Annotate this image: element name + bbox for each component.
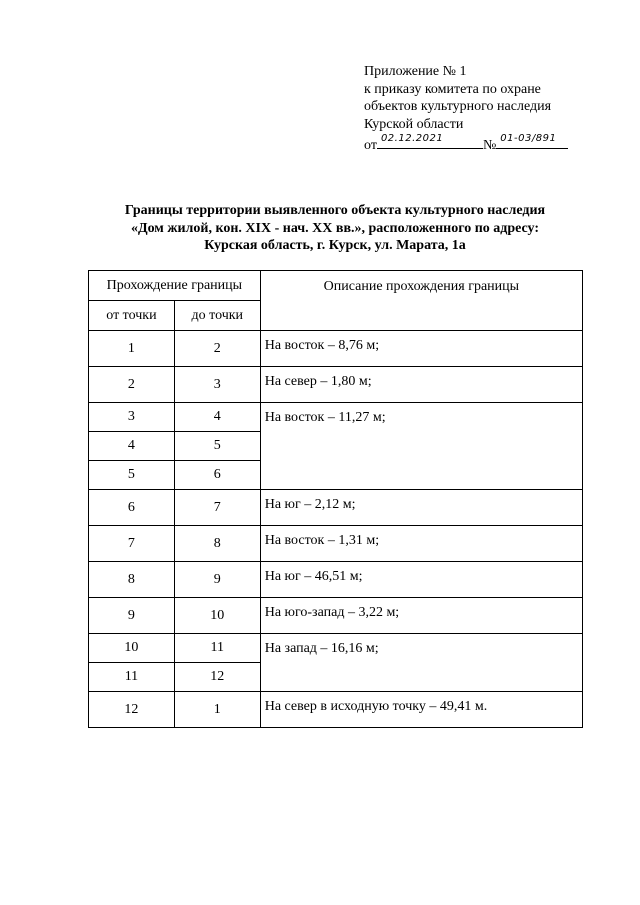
handwritten-date: 02.12.2021 — [380, 132, 444, 144]
table-row — [89, 490, 583, 526]
appendix-region: Курской области — [364, 116, 464, 132]
description-cell: На восток – 1,31 м; — [260, 526, 582, 562]
from-point-cell: 3 — [89, 403, 175, 432]
handwritten-number: 01-03/891 — [500, 132, 557, 144]
from-point-cell: 5 — [89, 461, 175, 490]
from-point-cell: 2 — [89, 367, 175, 403]
number-field — [496, 133, 568, 149]
appendix-header — [364, 63, 568, 155]
table-row — [89, 367, 583, 403]
to-point-cell: 10 — [174, 598, 260, 634]
to-point-cell: 1 — [174, 692, 260, 728]
appendix-date-number — [364, 133, 568, 155]
from-point-cell: 8 — [89, 562, 175, 598]
from-point-cell: 11 — [89, 663, 175, 692]
description-cell: На север в исходную точку – 49,41 м. — [260, 692, 582, 728]
appendix-order-ref: к приказу комитета по охране — [364, 81, 541, 97]
table-row — [89, 562, 583, 598]
to-point-cell: 6 — [174, 461, 260, 490]
description-cell: На юг – 2,12 м; — [260, 490, 582, 526]
document-title — [60, 202, 610, 255]
to-point-cell: 9 — [174, 562, 260, 598]
header-description: Описание прохождения границы — [260, 271, 582, 331]
header-from-point: от точки — [89, 301, 175, 331]
to-point-cell: 11 — [174, 634, 260, 663]
title-line-1: Границы территории выявленного объекта культурного наследия — [124, 203, 546, 218]
to-point-cell: 4 — [174, 403, 260, 432]
to-point-cell: 7 — [174, 490, 260, 526]
from-point-cell: 6 — [89, 490, 175, 526]
date-field — [377, 133, 483, 149]
appendix-title: Приложение № 1 — [364, 64, 467, 79]
from-point-cell: 12 — [89, 692, 175, 728]
description-cell: На юг – 46,51 м; — [260, 562, 582, 598]
description-cell: На восток – 8,76 м; — [260, 331, 582, 367]
header-to-point: до точки — [174, 301, 260, 331]
from-point-cell: 9 — [89, 598, 175, 634]
to-point-cell: 12 — [174, 663, 260, 692]
table-header-row-1 — [89, 271, 583, 301]
from-point-cell: 1 — [89, 331, 175, 367]
from-point-cell: 4 — [89, 432, 175, 461]
header-boundary-passage: Прохождение границы — [89, 271, 261, 301]
date-label: от — [364, 138, 377, 153]
to-point-cell: 8 — [174, 526, 260, 562]
table-row — [89, 634, 583, 663]
appendix-committee: объектов культурного наследия — [364, 99, 552, 114]
title-line-2: «Дом жилой, кон. XIX - нач. XX вв.», расположенного по адресу: — [130, 220, 540, 236]
table-row — [89, 331, 583, 367]
from-point-cell: 10 — [89, 634, 175, 663]
to-point-cell: 5 — [174, 432, 260, 461]
to-point-cell: 3 — [174, 367, 260, 403]
from-point-cell: 7 — [89, 526, 175, 562]
table-row — [89, 598, 583, 634]
description-cell: На запад – 16,16 м; — [260, 634, 582, 692]
number-label: № — [482, 138, 497, 153]
description-cell: На юго-запад – 3,22 м; — [260, 598, 582, 634]
table-row — [89, 526, 583, 562]
table-row — [89, 692, 583, 728]
boundary-table — [88, 270, 583, 728]
title-line-3: Курская область, г. Курск, ул. Марата, 1а — [204, 238, 466, 253]
description-cell: На восток – 11,27 м; — [260, 403, 582, 490]
table-row — [89, 403, 583, 432]
description-cell: На север – 1,80 м; — [260, 367, 582, 403]
to-point-cell: 2 — [174, 331, 260, 367]
